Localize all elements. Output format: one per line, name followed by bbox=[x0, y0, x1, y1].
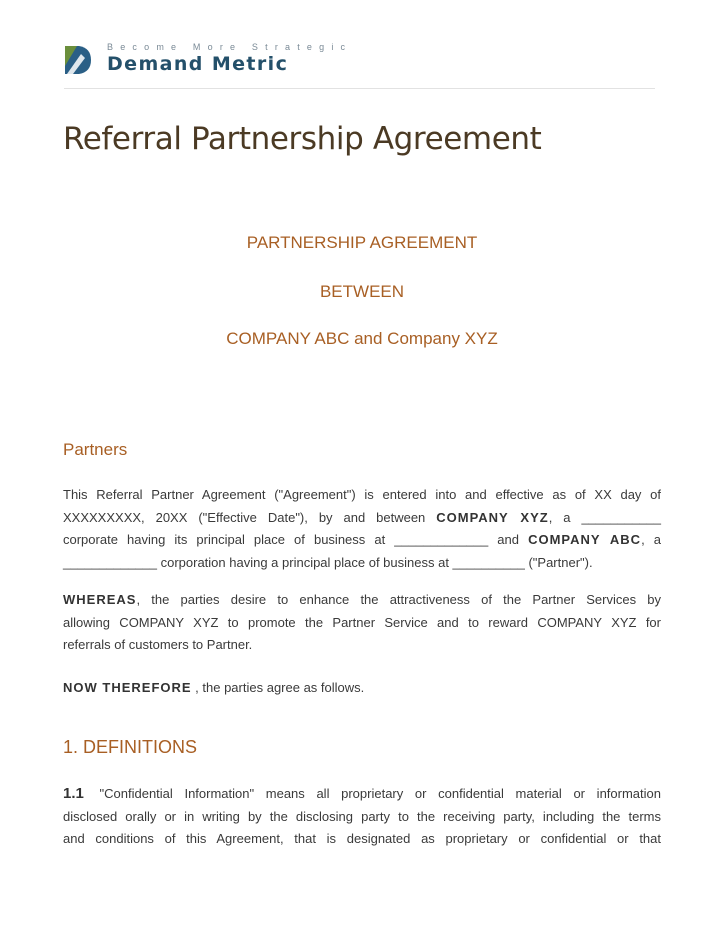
header-divider bbox=[64, 88, 655, 89]
paragraph-line: disclosed orally or in writing by the disclosing party to the receiving party, including the terms bbox=[63, 808, 661, 824]
whereas-paragraph bbox=[63, 589, 661, 657]
company-xyz-bold: COMPANY XYZ bbox=[436, 509, 549, 525]
center-heading-parties: COMPANY ABC and Company XYZ bbox=[226, 329, 498, 348]
definitions-heading: 1. DEFINITIONS bbox=[63, 737, 198, 757]
paragraph-line: 1.1 "Confidential Information" means all proprietary or confidential material or information bbox=[63, 785, 661, 802]
paragraph-line: and conditions of this Agreement, that is designated as proprietary or confidential or that bbox=[63, 831, 661, 846]
clause-number: 1.1 bbox=[63, 785, 84, 802]
logo-tagline: Become More Strategic bbox=[107, 42, 353, 52]
definition-1-1-paragraph bbox=[63, 783, 661, 851]
document-title: Referral Partnership Agreement bbox=[63, 121, 542, 157]
paragraph-line: XXXXXXXXX, 20XX ("Effective Date"), by and between COMPANY XYZ, a ___________ bbox=[63, 509, 661, 525]
paragraph-line: allowing COMPANY XYZ to promote the Partner Service and to reward COMPANY XYZ for bbox=[63, 614, 661, 630]
logo-brand-name: Demand Metric bbox=[107, 53, 289, 75]
partners-heading: Partners bbox=[63, 440, 128, 459]
paragraph-line: WHEREAS, the parties desire to enhance the attractiveness of the Partner Services by bbox=[63, 592, 661, 607]
center-heading-between: BETWEEN bbox=[319, 282, 405, 301]
center-heading-agreement: PARTNERSHIP AGREEMENT bbox=[246, 233, 478, 252]
paragraph-line: referrals of customers to Partner. bbox=[63, 637, 253, 652]
now-therefore-paragraph bbox=[63, 677, 661, 700]
whereas-lead: WHEREAS bbox=[63, 592, 137, 607]
company-abc-bold: COMPANY ABC bbox=[528, 532, 642, 547]
paragraph-line: NOW THEREFORE , the parties agree as follows. bbox=[63, 680, 365, 695]
paragraph-line: _____________ corporation having a principal place of business at __________ ("Partner"). bbox=[63, 554, 593, 570]
logo-mark-icon bbox=[63, 44, 93, 76]
partners-paragraph bbox=[63, 484, 661, 574]
paragraph-line: corporate having its principal place of business at _____________ and COMPANY ABC, a bbox=[63, 532, 661, 547]
paragraph-line: This Referral Partner Agreement ("Agreement") is entered into and effective as of XX day of bbox=[63, 487, 661, 502]
now-therefore-lead: NOW THEREFORE bbox=[63, 680, 192, 695]
